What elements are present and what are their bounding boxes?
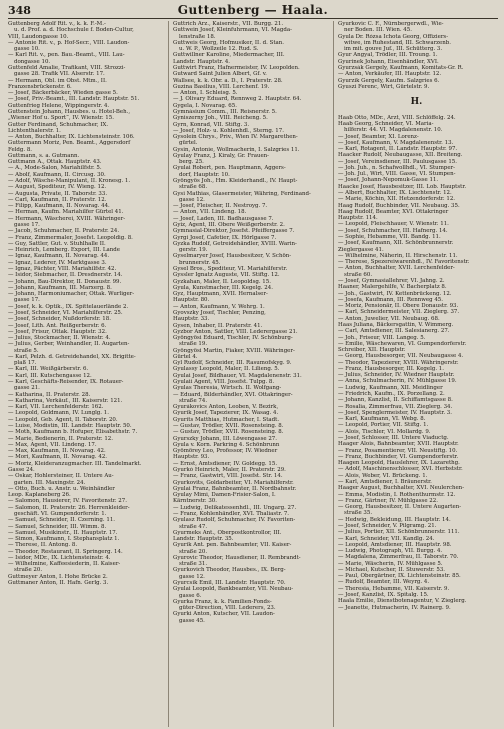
directory-entry: — Hermann, Wäscherei, XVIII. Währinger- <box>8 215 126 222</box>
directory-entry: — Anton, Buchhalter, IX. Lichtensteinstr. 106. <box>8 134 135 141</box>
directory-entry: straße 20. <box>14 567 43 574</box>
directory-entry: — Julius, Stockmacher, II. Wienstr. 4. <box>8 335 111 342</box>
directory-entry: VIII, Laudongasse 10. <box>8 33 69 40</box>
directory-entry: — Marie, Wäscherin, IV. Mühlgasse 5. <box>338 560 443 567</box>
directory-entry: berg. 25. <box>179 159 204 166</box>
directory-entry: — Theresia, Hebamme, VII. Kaiserstr. 9. <box>338 585 450 592</box>
directory-entry: Gyulay Franz, J. Kiraly, Gr. Frauen- <box>173 152 270 159</box>
directory-entry: Guttenfrieg Helene, Wippingerstr. 4. <box>8 102 110 109</box>
directory-entry: — Oskar, Hohlersteiner, II. Untere Au- <box>8 473 114 480</box>
directory-entry: — Emilie, Wäschewaren, VI. Gumpendorferstr. <box>338 340 467 347</box>
directory-entry: — Ludwig, Photograph, VII. Burgg. 4. <box>338 548 443 555</box>
directory-entry: Gyulasz Rudolf, Schuhmacher, IV. Favoriten- <box>173 517 296 524</box>
directory-entry: — Paul, Obergärtner, IX. Lichtensteinstr. 85. <box>338 573 461 580</box>
directory-entry: — Karl, Amtsdiener, I. Bräunerstr. <box>338 478 432 485</box>
directory-entry: — Josef, Bäckerbäcker, Wieden gasse 5. <box>8 90 118 97</box>
directory-entry: witwe, im Ruhestand, III. Schwarzenb. <box>344 39 451 46</box>
directory-entry: — Karl, Rotagent, II. Landstr. Hauptstr. 97. <box>338 146 458 153</box>
directory-entry: Haala Emilie, Dienstbotenagentur, V. Zieglerg. <box>338 598 467 605</box>
directory-entry: Gyula v. Korn. Parkring 4. Schönbrunn <box>173 441 280 448</box>
directory-entry: — J. Olivary Eduard, Rennweg 2. Hauptstr. 64. <box>173 96 302 103</box>
directory-entry: — Josef, Lith. Ant. Reißgerberstr. 6. <box>8 322 107 329</box>
directory-entry: — Josef, Priv.-Beamt., III. Landstr. Hauptstr. 51. <box>8 96 140 103</box>
directory-entry: — Franz, Kohlenhändler, XVI. Thaliastr. 7. <box>173 510 290 517</box>
directory-entry: — Josef, Schneider, VI. Mariahilferstr. 25. <box>8 309 123 316</box>
directory-entry: — Luise, Modistin, III. Landstr. Hauptstr. 50. <box>8 423 132 429</box>
directory-entry: garten. III. Maxingstr. 24. <box>14 479 86 486</box>
directory-entry: — Julius, Portier, XII. Schönbrunnerstr. 111. <box>338 529 460 536</box>
directory-entry: Gyur Angyal, Trödler, III. Troung. 1. <box>338 52 438 59</box>
directory-entry: Guttwillner Karoline, Miedermacher, III. <box>173 52 285 59</box>
directory-entry: — Theodor, Restaurant, II. Springerg. 14. <box>8 548 123 555</box>
directory-entry: Guttermann Moriz, Pen. Beamt., Aggersdorf <box>8 140 131 147</box>
directory-entry: Gyurzsák Gergely, Kaufmann, Komitats-Gr. R. <box>338 64 464 71</box>
directory-entry: — Therese, Spezereiwarenhdl., IV. Favoritenstr. <box>338 259 470 266</box>
directory-entry: — Ignaz, Kaufmann, II. Novarag. 44. <box>8 253 110 260</box>
page-header <box>8 3 498 19</box>
directory-entry: Gysel Bros., Spediteur, VI. Mariahilferstr. <box>173 265 288 272</box>
directory-entry: gasse 10. <box>14 46 40 53</box>
directory-entry: gerstr. 19. <box>179 247 208 254</box>
directory-entry: — Georg, Hausbesorger, VII. Neubaugasse 4. <box>338 353 464 360</box>
directory-entry: — Ignaz, Lederer, IV. Marktgasse 3. <box>8 259 107 266</box>
directory-entry: — Josef, Kanzlist, IX. Spitalg. 15. <box>338 592 429 599</box>
directory-entry: Gyurinek Johann, Eisenhändler, XVI. <box>338 58 439 65</box>
directory-entry: — Samuel, Schneider, II. Czerning. 11. <box>8 517 116 524</box>
directory-entry: Hauptstr. 80. <box>173 297 210 304</box>
running-title: Guttenberg — Haala. <box>177 3 329 17</box>
directory-entry: Haag Rudolf, Beamter, XVI. Ottakringer <box>338 208 449 215</box>
directory-entry: — Julius, Gerber, Weinhandler, II. Augarten- <box>8 341 130 348</box>
directory-entry: — Josef, Frisur, Ottak. Hauptstr. 32. <box>8 328 107 335</box>
directory-entry: straße 47. <box>179 523 208 530</box>
directory-entry: — Karl, III. Kutschengasse 12. <box>8 372 92 379</box>
directory-entry: straße 5. <box>14 347 39 354</box>
directory-entry: Guttmann A., Ottak. Hauptstr. 43. <box>8 159 102 166</box>
directory-entry: brunnerstr. 45. <box>179 259 221 266</box>
directory-entry: straße 31. <box>179 561 208 568</box>
directory-entry: im mit. gouve Juf., III. Schütterg. 3. <box>344 46 443 53</box>
directory-entry: Gyzkahan, Maler, II. Leopoldsg. 15. <box>173 278 271 285</box>
directory-entry: — Ludwig, Delikatessenhdl., III. Ungarg. 27. <box>173 504 297 511</box>
directory-entry: — Josef, Laden, III. Badhausgasse 7. <box>173 215 274 222</box>
directory-entry: gasse 17. <box>14 222 40 228</box>
directory-entry: gasse 45. <box>179 617 205 624</box>
directory-entry: — Isidor, MDr., IX. Lichtensteinstr. 4. <box>8 554 111 561</box>
directory-entry: Gyuszi Ferenc, Wirt, Gürtelstr. 9. <box>338 83 430 90</box>
directory-entry: Guttenberg Adolf Rit. v., k. k. F.-M.- <box>8 21 106 27</box>
directory-entry: — Josef, Holz- u. Kohlenhdl., Sterng. 17. <box>173 127 284 134</box>
directory-entry: — Josef, Gymnasiallehrer, VI. Jahng. 2. <box>338 277 445 284</box>
directory-entry: — Josef, Spenglermeister, IV. Hauptstr. 3. <box>338 409 452 416</box>
directory-entry: Gygela, I. Novarag. 65. <box>173 102 237 109</box>
directory-entry: — Salomon, II. Praterstr. 26. Herrenkleider- <box>8 504 130 511</box>
directory-entry: Guttmann, s. a. Gutmann. <box>8 152 80 159</box>
directory-entry: Gyurka Franz, k. k. Familien-Fonds- <box>173 598 272 605</box>
directory-entry: Gyiz, Agent, III. Obere Weißgerberstr. 2. <box>173 222 285 228</box>
directory-entry: „Wiener Hof u. Sport“, IV. Wienstr. 15. <box>8 115 114 122</box>
directory-entry: Guttrich Arz., Kaiserstr., VII. Burgg. 21. <box>173 21 284 27</box>
directory-entry: Gyulaii Agent, VIII. Josefst. Tulpg. 8. <box>173 379 275 386</box>
directory-entry: — Jacob, Schuhmacher, II. Praterstr. 24. <box>8 228 120 235</box>
directory-entry: Wallsee, k. k. Obr. a. D., I. Praterstr. 28. <box>173 77 283 84</box>
directory-entry: — Karl, III. Weißgärberstr. 6. <box>8 366 89 373</box>
directory-entry: — Herman, Kaufm. Mariahilfer Gürtel 41. <box>8 209 124 216</box>
directory-entry: — Augusta, Private, II. Taborstr. 33. <box>8 190 108 197</box>
directory-entry: gasse 28. Trafik VII. Alserstr. 17. <box>14 71 105 78</box>
directory-entry: Gyulai Leopold, Bankbeamter, VII. Neubau- <box>173 586 294 593</box>
directory-entry: — Johann, Kanzlist, II. Schiffamtsgasse 8. <box>338 397 453 404</box>
directory-entry: — Johann, Kaufmann, III. Marxerg. 8. <box>8 284 112 291</box>
directory-entry: Hauptstr. 93. <box>173 454 210 461</box>
directory-entry: gürtel. <box>179 140 198 147</box>
directory-entry: — Heinrich, Lemberg. Export, III. Lande <box>8 247 120 254</box>
directory-entry: Haacker Rudolf, Neubaugasse, XII. Breiteng. <box>338 152 463 159</box>
directory-entry: straße 19. <box>179 341 208 348</box>
directory-entry: Gymnásium Comm., III. Reisnerstr. 5. <box>173 108 277 115</box>
directory-entry: hilferstr. 44. VI. Magdalenenstr. 10. <box>344 127 443 134</box>
directory-entry: — Carl, Kaufmann, II. Praterstr. 12. <box>8 196 107 203</box>
directory-entry: Gyurszky Johann, III. Löwengasse 27. <box>173 435 277 442</box>
directory-entry: — Rosalia, Zimmerfrau, VII. Zieglerg. 34. <box>338 403 453 410</box>
directory-entry: Gyulassy Leopold, Maler, II. Lilieng. 5. <box>173 366 280 373</box>
directory-entry: Guttweis Georg, Hofmusiker, II. d. Stan. <box>173 39 284 46</box>
column-right <box>338 21 498 727</box>
directory-entry: geschäft. VI. Gumpendorferstr. 1. <box>14 510 107 517</box>
directory-entry: — Max, Kaufmann, II. Novarag. 42. <box>8 448 106 455</box>
directory-entry: — Johann, Bau-Direktor, II. Donaustr. 99. <box>8 278 122 285</box>
directory-entry: — Wilhelmine, Näherin, II. Hirschenstr. 11. <box>338 252 458 259</box>
directory-entry: — Samuel, Schneider, III. Wimm. 8. <box>8 523 107 530</box>
directory-entry: — Rudolf, Beamter, III. Weyrg. 4. <box>338 579 430 586</box>
directory-entry: straße 35. <box>344 510 373 517</box>
directory-entry: — Marie, Köchin, XII. Hetzendorferstr. 12. <box>338 196 456 203</box>
directory-entry: — Joh., Gastwirt, IV. Kettenbrückeng. 12. <box>338 290 452 297</box>
directory-entry: — Carl, Amtsdiener, III. Salesianerg. 27. <box>338 328 450 335</box>
directory-entry: — Wilhelmine, Kaffeesiederin, II. Kaiser- <box>8 561 121 568</box>
directory-entry: — Josefa, Kaufmann, III. Rennweg 45. <box>338 296 443 303</box>
directory-entry: Guttmaner Anton, II. Hafn. Gerlg. 3. <box>8 580 109 587</box>
directory-entry: — Franz, Gärtner, IV. Mühlgasse 22. <box>338 497 438 504</box>
directory-entry: — Joh., Friseur, VIII. Langeg. 5. <box>338 334 426 341</box>
directory-entry: lenstraße 18. <box>179 33 216 40</box>
section-letter: H. <box>410 97 423 108</box>
directory-entry: Gyulai Robert, pen. Hauptmann, Aggers- <box>173 165 286 172</box>
directory-entry: Guttwein Josef, Kleinfuhrmann, VI. Magda- <box>173 27 292 34</box>
directory-entry: — Hedwig, Bekleidung, III. Hauptstr. 14. <box>338 516 451 523</box>
directory-entry: — Gustav, Trödler, XVII. Rosensteing. 8. <box>173 423 284 429</box>
directory-entry: gasse 21. <box>14 385 40 392</box>
directory-entry: — Simon, Kaufmann, I. Stephansplatz 1. <box>8 536 120 543</box>
directory-entry: Guttenfeld Amalie, Trafikant, VIII. Strozzi- <box>8 64 126 71</box>
directory-entry: Gyurkó Heinrich, Maler, II. Praterstr. 29. <box>173 466 286 473</box>
directory-entry: — Josef, Kaufmann, V. Magdalenenstr. 13. <box>338 139 454 146</box>
directory-entry: Haacke Josef, Hausbesitzer, III. Lob. Hauptstr. <box>338 183 467 190</box>
directory-entry: gasse 12. <box>179 196 205 203</box>
directory-entry: Haag Rudolf, Buchbinder, VII. Neubaug. 35. <box>338 202 460 209</box>
directory-entry: — Josef, Schneider, Nußdorferstr. 18. <box>8 316 111 323</box>
directory-entry: — Anton, Juwelier, VII. Neubaug. 68. <box>338 315 440 322</box>
directory-entry: — Adolf, Wäsche-Manipulant, II. Kronesg. 1. <box>8 178 131 185</box>
directory-entry: — Josef, Beamter, XI. Lorenz- <box>338 133 419 140</box>
column-middle <box>173 21 334 727</box>
directory-entry: — Josef, Vereinsdiener, III. Paulusgasse 15. <box>338 158 457 165</box>
directory-entry: Haaner, Malergehilfe, V. Bacherplatz 8. <box>338 284 447 291</box>
page-number: 348 <box>8 4 31 17</box>
directory-entry: Gyrn, Konrad, VII. Stiftg. 3. <box>173 121 250 128</box>
directory-entry: — Isidor, Siebmacher, II. Dresdnerstr. 14. <box>8 272 123 279</box>
directory-entry: Gyula Dr. Rózsa Ichota Georg, Offiziers- <box>338 33 449 40</box>
directory-entry: — Leopold, Amtsdiener, III. Hauptstr. 98. <box>338 541 452 548</box>
directory-entry: — Filipp, Kaufmann, II. Novarag. 44. <box>8 203 110 210</box>
directory-entry: — Hermann, Obl. im Obst. Mtm., II. <box>8 77 107 84</box>
directory-entry: — Anton, VII. Lindeng. 18. <box>173 209 247 216</box>
directory-entry: Gyzka Rudolf, Getreidehändler, XVIII. Warin- <box>173 240 297 247</box>
directory-entry: Gyurmeks Ant., Oberpostkontrollor, III. <box>173 529 282 536</box>
directory-entry: — Anton, Buchhalter, XVII. Lerchenfelder- <box>338 265 455 272</box>
directory-entry: Gyurzik Gergely, Kaufm. Salzgries 6. <box>338 77 440 84</box>
directory-entry: — Josef, Schlosser, III. Untere Viaductg. <box>338 435 449 441</box>
directory-entry: — Alois, Tischler, VI. Mollardg. 9. <box>338 428 431 435</box>
directory-entry: Gyz, Hauptmann, XVII. Hernalser- <box>173 291 268 298</box>
directory-entry: Haas Juliana, Bäckersgattin, V. Wimmerg. <box>338 321 454 328</box>
directory-entry: — Albert, Buchhalter, IX. Liechtenstr. 12. <box>338 190 452 197</box>
directory-entry: Gutter Ferdinand, Schuhmacher, IX. <box>8 121 109 128</box>
directory-entry: Leop. Kaplaneberg 26. <box>8 492 71 499</box>
directory-entry: — Emma, Modistin, I. Rothenthurmstr. 12. <box>338 491 456 498</box>
directory-entry: Gyurits Matthias, Hutmacher, I. Stadt. <box>173 416 280 423</box>
directory-entry: Gysen, Inhaber, II. Praterstr. 41. <box>173 322 263 329</box>
directory-entry: Gyl Rudolf, Schneider, III. Rasumofskyg. 9. <box>173 360 292 367</box>
directory-entry: Haagen Leopold, Hauslehrer, IX. Lazarethg. <box>338 460 460 467</box>
directory-entry: Gyurik Ant. pen. Bahnbeamter, VII. Kaiser- <box>173 542 292 549</box>
directory-entry: Gyurik Josef, Tapezierer, IX. Wasag. 4. <box>173 410 279 417</box>
directory-entry: Kärntnerstr. 30. <box>173 498 217 505</box>
directory-entry: Lichtenthalerstr. 1. <box>8 127 61 134</box>
directory-entry: — Ludwig, Kaufmann, XII. Meidlinger <box>338 384 443 391</box>
directory-entry: Gysi Mathias, Glasermeister, Währing, Ferdinand- <box>173 190 311 197</box>
directory-entry: — Gustav, Trödler, XVII. Rosensteing. 8. <box>173 429 284 436</box>
directory-entry: gasse 6. <box>179 592 202 599</box>
directory-entry: Gyöngyös Joh., Hm. Kleiderhandl., IV. Haupt- <box>173 178 298 185</box>
column-left <box>8 21 169 727</box>
directory-entry: Franzensbrückenstr. 6. <box>8 83 72 90</box>
directory-entry: Gyssler Ignatz Auguste, VII. Stiftg. 12. <box>173 272 280 279</box>
directory-entry: plaß 17. <box>14 360 37 367</box>
directory-entry: — Leopold, Fleischhauer, V. Wienstr. 11. <box>338 221 449 228</box>
directory-entry: Gyurákovics Anton, Leoben, V. Bezirk, <box>173 404 279 411</box>
directory-entry: Haager Alois, Bahnbeamter, XVII. Hauptstr. <box>338 441 459 448</box>
directory-entry: — Anton, Kaufmann, V. Wehrg. 1. <box>173 303 265 310</box>
directory-entry: Gyurkovic C. F., Nürnbergerwdl., Wie- <box>338 21 444 27</box>
directory-entry: — Johann, Harmoniumacher, Ottak. Wurliger- <box>8 291 135 298</box>
directory-entry: u. d. Prof. a. d. Hochschule f. Boden-Cultur, <box>14 27 134 34</box>
directory-entry: — Magdalena, Zimmerfrau, II. Taborstr. 70. <box>338 554 459 561</box>
directory-entry: Gyulas Theresia, Wirtsch. II. Wolfgang- <box>173 385 282 392</box>
directory-entry: Gysolein Chrys., Priv., Wien IV. Margarethen- <box>173 134 298 141</box>
directory-entry: — Samuel, Musikinstr., II. Hauptstr. 17. <box>8 529 118 536</box>
directory-entry: straße 74. <box>179 397 208 404</box>
directory-entry: — Franz, Posamentierer, VII. Neustiftg. 10. <box>338 447 458 454</box>
directory-entry: — Eduard, Bilderhändler, XVI. Ottakringer- <box>173 391 293 398</box>
directory-entry: Guttwirt Franz, Hafnermeister, IV. Leopolden. <box>173 64 300 71</box>
directory-entry: Gutward Saint Julien Albert, Gf. v. <box>173 71 267 78</box>
directory-entry: Gyurkovits, Goldarbeiter, VI. Mariahilferstr. <box>173 479 294 486</box>
directory-entry: — Anton, Verkäufer, III. Hauptstr. 12. <box>338 71 442 78</box>
directory-entry: — Josef, Johann-Nepomuk-Gasse 11. <box>338 177 439 184</box>
directory-entry: — Franz, Hausbesorger, III. Kegelg. 1. <box>338 365 444 372</box>
directory-entry: — Franz, Zimmermaler, Josefst. Leopoldig. 8. <box>8 234 133 241</box>
directory-entry: — Georg, Hausbesitzer, II. Untere Augarten- <box>338 504 462 511</box>
directory-entry: Gyula, Kunstmacher, III. Kegelg. 24. <box>173 284 273 291</box>
directory-entry: — Franz, Gastwirt, VIII. Josefst. Str. 14. <box>173 473 283 480</box>
directory-entry: — Leopold, Portier, VII. Stiftg. 1. <box>338 422 429 429</box>
directory-entry: Gyurcsik Emil, III. Landstr. Hauptstr. 70. <box>173 580 286 587</box>
directory-entry: — Katharina, II. Praterstr. 28. <box>8 391 91 398</box>
directory-entry: — Julius, Schneider, IV. Wiedner Hauptstr. <box>338 372 455 379</box>
directory-entry: — Karl, VII. Lerchenfelderstr. 162. <box>8 404 104 411</box>
directory-entry: — Theodor, Tapezierer, XVIII. Währingerstr. <box>338 359 459 366</box>
directory-entry: — Michael, Kutscher, II. Stuwerstr. 53. <box>338 566 446 573</box>
directory-entry: — Karl Rit. v., pen. Bau.-Beamt., VIII. Lau- <box>8 52 125 59</box>
directory-entry: Gyömörey Leo, Professor, IV. Wiedner <box>173 448 278 455</box>
directory-entry: Haab Otto, MDr., Arzt, VIII. Schlöffelg. 24. <box>338 114 456 121</box>
directory-entry: — Otto, Buch. u. Anstr. u. Weinhändler <box>8 485 115 492</box>
directory-entry: — Joh. Jul., Wirt, VIII. Gasse, VI. Stumpen- <box>338 171 456 178</box>
directory-entry: — Ernst, Amtsdiener, IV. Goldegg. 15. <box>173 460 278 467</box>
directory-columns <box>8 21 498 727</box>
directory-entry: Gyurki Anton, Kutscher, VII. Laudon- <box>173 611 275 618</box>
directory-entry: Gyurovic Theodor, Hausdiener, II. Rembrandt- <box>173 554 301 561</box>
directory-entry: Landstr. Hauptstr. 4. <box>173 58 231 65</box>
directory-entry: — Moriz, Kleideranzugmacher. III. Tandelmarkt. <box>8 460 142 467</box>
directory-entry: dongasse 10. <box>14 58 51 65</box>
directory-entry: Schreiber, XII. Hauptstr. <box>338 347 406 354</box>
directory-entry: Gyzbor Anton, Sattler, VIII. Lederergasse 21. <box>173 328 298 335</box>
directory-entry: Gyniszerny Joh., VIII. Reicheng. 5. <box>173 115 268 122</box>
directory-entry: Guttenstein Johann, Hausbes. u. Hotel-Beh., <box>8 108 131 115</box>
directory-entry: — Mori, Kaufmann, II. Novarag. 42. <box>8 454 108 461</box>
directory-entry: — Karl, Kaufmann, VI. Webg. 8. <box>338 416 426 423</box>
directory-entry: Gürtel 4. <box>173 353 198 360</box>
directory-entry: — Moriz, Pensionär, II. Obere Donaustr. 93. <box>338 303 459 310</box>
directory-entry: — Karl, Schneidermeister, VII. Zieglerg. 37. <box>338 309 460 316</box>
directory-entry: Hauptstr. 33. <box>173 316 210 323</box>
directory-entry: — Leopold, Goldmann, IV. Lunglg. 1. <box>8 410 109 417</box>
directory-entry: Gyrgi Josef, Cafetier, IX. Hörlgasse 7. <box>173 234 277 241</box>
directory-entry: Zieglergasse 41. <box>338 246 384 253</box>
directory-entry: — Josef, k. k. Optik., IX. Spittelauerlände 2. <box>8 303 129 310</box>
directory-entry: — Josef, Schneider, V. Pilgramg. 21. <box>338 522 437 529</box>
directory-entry: u. W. P., Wollzeile 12. Rud. S. <box>179 46 259 53</box>
directory-entry: gasse 12. <box>179 573 205 580</box>
directory-entry: — Josef, Schuhmacher, III. Hafnerg. 14. <box>338 227 448 234</box>
directory-entry: Gyselmaryer Josef, Hausbesitzer, V. Schön- <box>173 253 292 260</box>
directory-entry: — Friedrich, Kaufm., IX. Porzellang. 2. <box>338 391 445 398</box>
directory-entry: — Franz, Buchbinder, VI. Gumpendorferstr. <box>338 453 459 460</box>
directory-entry: — Adolf, Maschinenschlosser, XVI. Herbststr. <box>338 466 463 473</box>
directory-entry: — Abolf, Kaufmann, II. Circusg. 30. <box>8 171 106 178</box>
directory-entry: — Karl, Geschäfts-Reisender, IX. Rotauer- <box>8 379 124 386</box>
directory-entry: straße 68. <box>179 184 208 191</box>
directory-entry: Gysin, Antonie, Wollmacherin, I. Salzgries 11. <box>173 146 300 153</box>
directory-entry: ner Boden. III. Wien. 45. <box>344 27 412 34</box>
directory-entry: Guzina Basilius, VIII. Lerchenf. 19. <box>173 83 270 90</box>
directory-entry: — Josef, Kaufmann, XII. Schönbrunnerstr. <box>338 240 454 247</box>
directory-entry: — Salomon, Hausierer, IV. Favoritenstr. 27. <box>8 498 127 505</box>
directory-entry: — Max, Agent, VII. Lindeng. 17. <box>8 441 97 448</box>
directory-entry: — Karl, Schneider, VII. Kandlg. 24. <box>338 535 435 542</box>
directory-entry: güter-Direction, VIII. Lederers, 23. <box>179 605 276 612</box>
directory-entry: Gyovszky Josef, Tischler, Penzing, <box>173 309 266 316</box>
directory-entry: — Jeanette, Hutmacherin, IV. Rainerg. 9. <box>338 604 451 611</box>
directory-entry: Feldg. 8. <box>8 146 33 153</box>
directory-entry: — Anton, I. Schleisg. 5. <box>173 90 238 97</box>
directory-entry: Gyöngyösi Eduard, Tischler, IV. Schönburg- <box>173 335 293 342</box>
directory-entry: — Anna, Schulmacherin, IV. Mühlgasse 19. <box>338 378 457 385</box>
directory-entry: straße 60. <box>344 271 373 278</box>
directory-entry: — Guy, Sattler, Gut. v. Stuhlhalle II. <box>8 240 106 247</box>
directory-entry: Gasse 24. <box>8 466 35 473</box>
directory-entry: — Sophie, Hebamme, VII. Bandg. 11. <box>338 234 441 240</box>
directory-entry: Gymnasial-Direktor, Josefst. Pfeiffergasse 7. <box>173 228 295 235</box>
directory-entry: straße 20. <box>179 548 208 555</box>
directory-entry: Gyulai Franz, Bahnbeamter, II. Nordbahnstr. <box>173 485 297 492</box>
directory-entry: — Ignaz, Pächter, VIII. Mariahilfstr. 42. <box>8 265 117 272</box>
directory-entry: — Katharina, Verkäuf., III. Kaiserstr. 121. <box>8 397 123 404</box>
directory-entry: Haager August, Buchhalter, XVI. Neulerchen- <box>338 485 465 492</box>
directory-entry: — A., Mode-Salon, Mariahilfstr. 5. <box>8 165 102 172</box>
directory-entry: — Karl, Pelzh. d. Getreidehandel, XX. Brigitte- <box>8 353 136 360</box>
directory-entry: Gyöngyösi Martin, Fiaker, XVIII. Währinger- <box>173 347 295 354</box>
directory-entry: dorf, Hauptstr. 10. <box>179 171 230 178</box>
directory-entry: Gyurkovich Theodor, Hausbes., IX. Berg- <box>173 567 286 574</box>
directory-entry: — Marie, Bedienerin, II. Praterstr. 12. <box>8 435 113 442</box>
directory-entry: Hauptstr. 114. <box>338 215 378 222</box>
directory-entry: — Joh. Juh., n. Schafwollhdl., VI. Stumper- <box>338 164 455 171</box>
directory-entry: Landstr. Hauptstr. 35. <box>173 536 234 543</box>
directory-entry: Guttmeyer Anton, I. Hohe Brücke 2. <box>8 573 108 580</box>
directory-entry: — Alois, Weber, VI. Brückeng. 1. <box>338 472 428 479</box>
directory-entry: gasse 17. <box>14 297 40 304</box>
directory-entry: — Josef, Fleischer, II. Nestroyg. 7. <box>173 203 268 210</box>
directory-entry: — August, Spediteur, IV. Wieng. 12. <box>8 184 107 191</box>
directory-entry: — Antonie Rit. v., p. Hof-Secr., VIII. Laudon- <box>8 39 130 46</box>
directory-entry: — Moth, Kaufmann b. Hofuper, Elisabethstr. 7. <box>8 429 138 436</box>
directory-entry: — Leopold, Geb. Agent, II. Taborstr. 20. <box>8 416 118 423</box>
directory-entry: Haab Georg, Schneider, VI. Maria- <box>338 120 434 127</box>
directory-entry: Gyulai Josef, Bildhauer, VI. Magdalenenstr. 31. <box>173 372 302 379</box>
directory-entry: — Therese, II. Antong. 8. <box>8 542 78 549</box>
directory-entry: Gyulay Mimi, Damen-Frisier-Salon, I. <box>173 492 276 499</box>
